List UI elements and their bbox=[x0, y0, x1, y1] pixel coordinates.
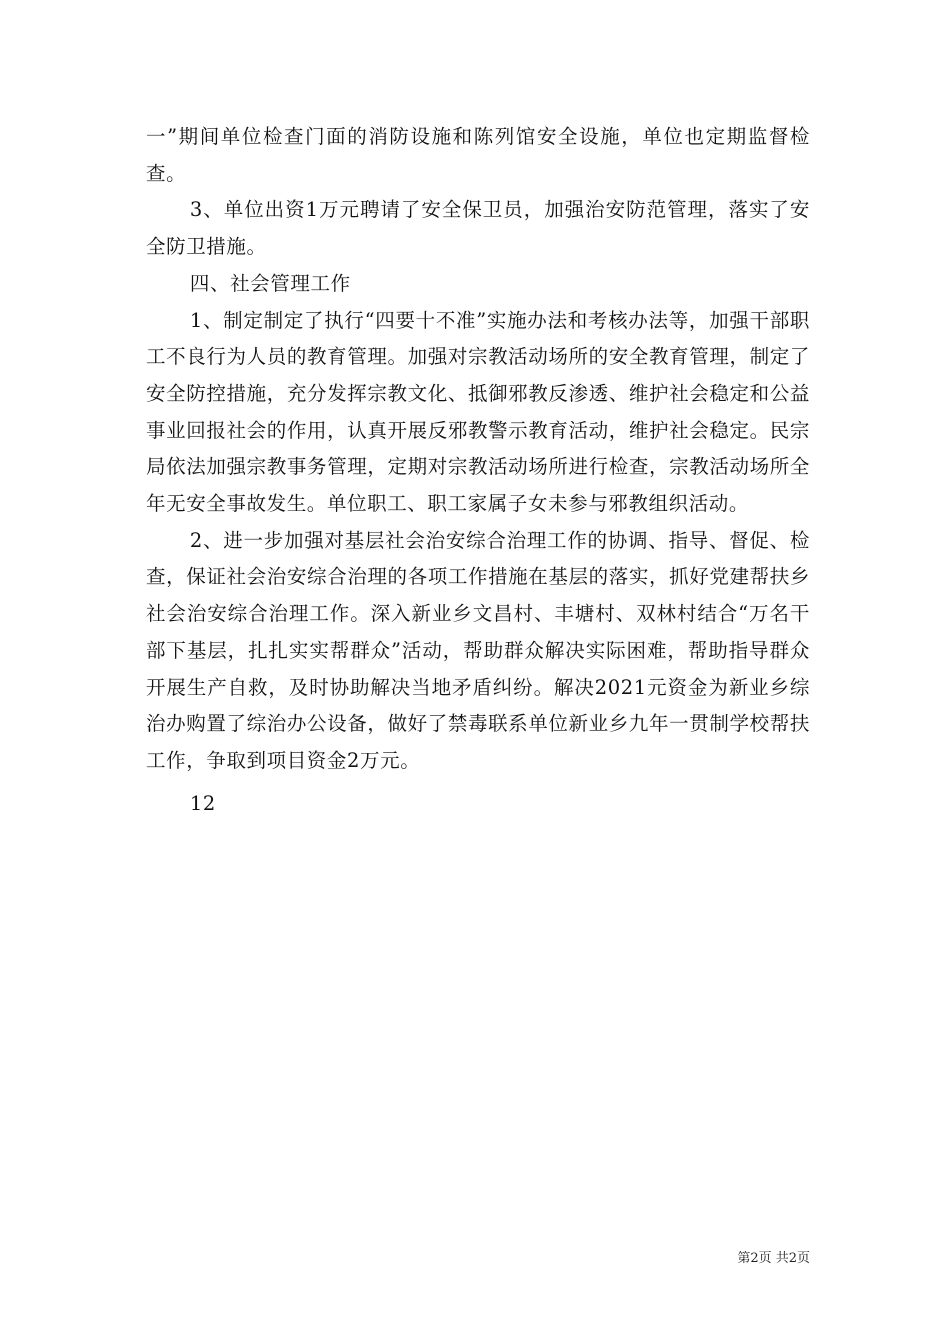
page-footer bbox=[700, 1247, 810, 1266]
paragraph-item-3: 3、单位出资1万元聘请了安全保卫员，加强治安防范管理，落实了安全防卫措施。 bbox=[146, 198, 810, 259]
page-indicator: 第2页 共2页 bbox=[737, 1251, 810, 1266]
section-heading: 四、社会管理工作 bbox=[189, 271, 351, 295]
paragraph-item-1: 1、制定制定了执行“四要十不准”实施办法和考核办法等，加强干部职工不良行为人员的教育管理。加强对宗教活动场所的安全教育管理，制定了安全防控措施，充分发挥宗教文化、抵御邪教反渗透、维护社会稳定和公益事业回报社会的作用，认真开展反邪教警示教育活动，维护社会稳定。民宗局依法加强宗教事务管理，定期对宗教活动场所进行检查，宗教活动场所全年无安全事故发生。单位职工、职工家属子女未参与邪教组织活动。 bbox=[146, 308, 810, 516]
document-body bbox=[146, 119, 810, 822]
paragraph-continuation: 一”期间单位检查门面的消防设施和陈列馆安全设施，单位也定期监督检查。 bbox=[146, 125, 810, 185]
inline-number: 12 bbox=[189, 791, 216, 815]
paragraph-item-2: 2、进一步加强对基层社会治安综合治理工作的协调、指导、督促、检查，保证社会治安综合治理的各项工作措施在基层的落实，抓好党建帮扶乡社会治安综合治理工作。深入新业乡文昌村、丰塘村、双林村结合“万名干部下基层，扎扎实实帮群众”活动，帮助群众解决实际困难，帮助指导群众开展生产自救，及时协助解决当地矛盾纠纷。解决2021元资金为新业乡综治办购置了综治办公设备，做好了禁毒联系单位新业乡九年一贯制学校帮扶工作，争取到项目资金2万元。 bbox=[146, 528, 810, 772]
